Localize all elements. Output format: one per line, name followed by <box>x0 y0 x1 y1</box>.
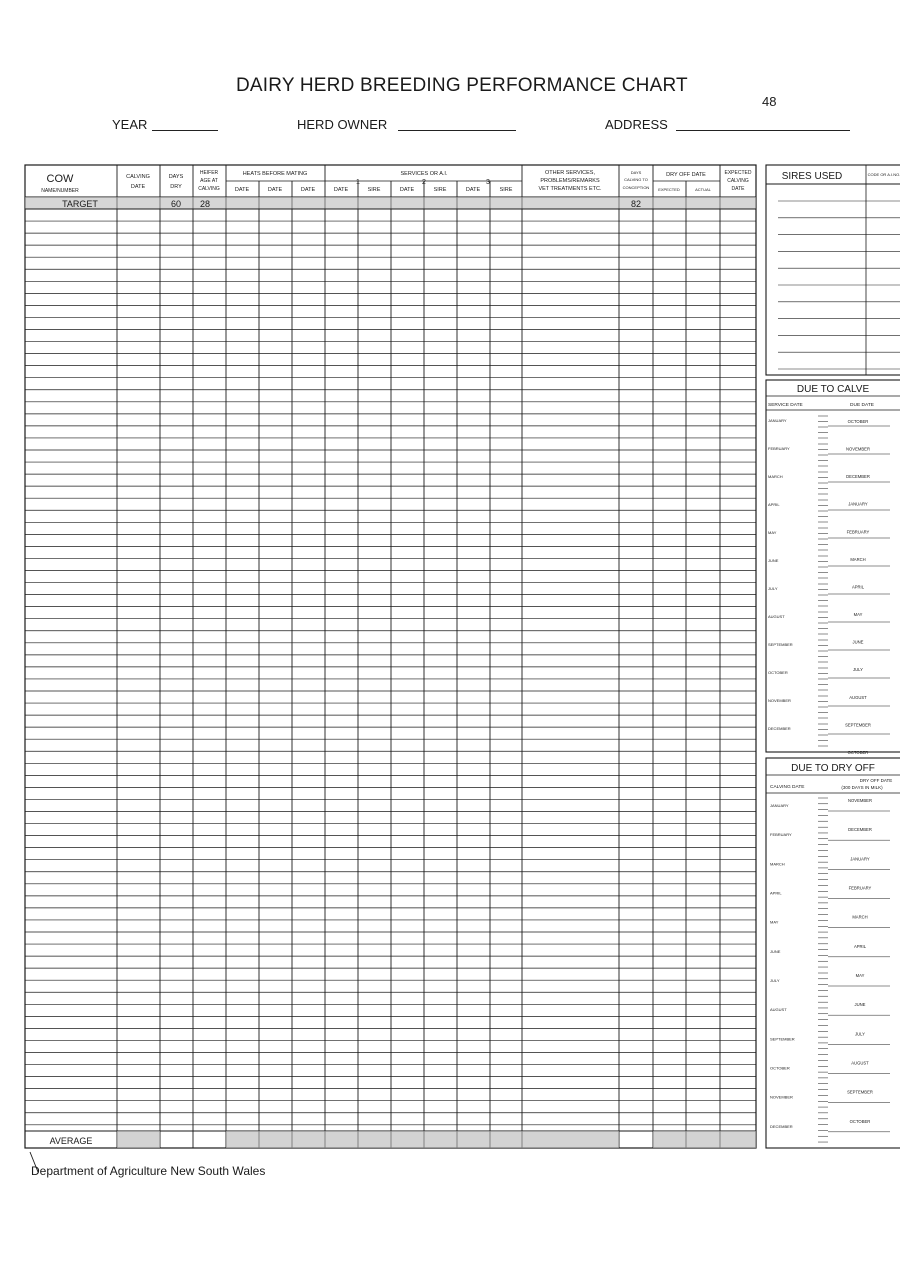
dry-target-month-label: OCTOBER <box>849 1118 871 1124</box>
col-other: VET TREATMENTS ETC. <box>538 186 602 192</box>
calve-month-label: FEBRUARY <box>768 446 790 451</box>
calve-month-label: MARCH <box>768 474 783 479</box>
dry-off-title: DUE TO DRY OFF <box>791 763 875 774</box>
target-row-shade <box>25 197 756 209</box>
due-month-label: MARCH <box>850 556 866 562</box>
dry-off-label: (300 DAYS IN MILK) <box>841 785 883 790</box>
calve-month-label: JANUARY <box>768 418 787 423</box>
calve-month-label: AUGUST <box>768 614 785 619</box>
due-date-label: DUE DATE <box>850 403 874 408</box>
herd-owner-label: HERD OWNER <box>297 117 388 132</box>
dry-target-month-label: JUNE <box>854 1002 866 1008</box>
col-days-dry: DRY <box>170 184 182 190</box>
average-shade <box>226 1131 619 1148</box>
calve-month-label: MAY <box>768 530 777 535</box>
average-shade <box>653 1131 756 1148</box>
due-month-label: JANUARY <box>848 501 868 507</box>
col-services-group: SERVICES OR A.I. <box>400 171 448 177</box>
col-days-conception: DAYS <box>630 170 642 175</box>
col-sire: SIRE <box>367 187 381 193</box>
dry-month-label: OCTOBER <box>770 1065 790 1071</box>
due-month-label: FEBRUARY <box>846 529 870 535</box>
dry-target-month-label: APRIL <box>853 943 867 949</box>
due-month-label: OCTOBER <box>847 419 869 424</box>
average-label: AVERAGE <box>49 1136 93 1146</box>
calve-month-label: NOVEMBER <box>768 698 791 703</box>
dry-target-month-label: NOVEMBER <box>848 798 872 803</box>
due-month-label: JUNE <box>852 639 864 645</box>
dry-month-label: DECEMBER <box>770 1123 793 1129</box>
service-date-label: SERVICE DATE <box>768 403 803 408</box>
col-other: OTHER SERVICES, <box>544 170 596 176</box>
dry-target-month-label: AUGUST <box>851 1060 869 1066</box>
col-date: DATE <box>267 187 283 193</box>
col-heifer: HEIFER <box>199 170 219 176</box>
dry-target-month-label: MAY <box>855 973 865 978</box>
calve-month-label: DECEMBER <box>768 726 791 731</box>
calve-month-label: OCTOBER <box>768 670 788 675</box>
due-month-label: DECEMBER <box>846 474 870 480</box>
due-to-calve-title: DUE TO CALVE <box>796 384 870 395</box>
chart-title: DAIRY HERD BREEDING PERFORMANCE CHART <box>236 75 688 96</box>
target-heifer-age: 28 <box>199 199 211 209</box>
col-other: PROBLEMS/REMARKS <box>540 178 600 184</box>
col-heifer: AGE AT <box>200 178 218 184</box>
dry-target-month-label: FEBRUARY <box>848 885 872 891</box>
col-calving: DATE <box>130 184 146 190</box>
dry-month-label: AUGUST <box>770 1007 787 1013</box>
col-sire: SIRE <box>433 187 447 193</box>
dry-target-month-label: JANUARY <box>850 856 870 862</box>
col-heifer: CALVING <box>198 186 220 192</box>
year-label: YEAR <box>112 117 148 132</box>
dry-month-label: JUNE <box>770 948 781 954</box>
due-month-label: MAY <box>853 612 863 618</box>
dry-month-label: NOVEMBER <box>770 1094 793 1100</box>
due-month-label: APRIL <box>851 584 865 590</box>
sires-title: SIRES USED <box>781 171 843 182</box>
col-date: DATE <box>300 187 316 193</box>
col-date: DATE <box>333 187 349 193</box>
col-dry-actual: ACTUAL <box>695 187 711 192</box>
dry-month-label: APRIL <box>770 890 782 896</box>
due-month-label: SEPTEMBER <box>845 722 871 728</box>
dry-off-label: DRY OFF DATE <box>859 778 893 783</box>
dry-month-label: JANUARY <box>770 803 789 808</box>
col-expected-calving: CALVING <box>727 178 749 184</box>
col-days-conception: CALVING TO <box>624 177 648 182</box>
average-shade <box>117 1131 160 1148</box>
col-dry-expected: EXPECTED <box>658 187 680 192</box>
due-month-label: OCTOBER <box>847 749 869 755</box>
col-expected-calving: DATE <box>731 186 745 192</box>
page-number: 48 <box>762 94 777 109</box>
dry-month-label: JULY <box>770 978 780 983</box>
dry-target-month-label: DECEMBER <box>848 827 872 833</box>
due-month-label: AUGUST <box>849 694 867 700</box>
col-date: DATE <box>234 187 250 193</box>
col-date: DATE <box>399 187 415 193</box>
col-days-dry: DAYS <box>168 174 184 180</box>
calving-date-label: CALVING DATE <box>770 785 805 790</box>
col-sire: SIRE <box>499 187 513 193</box>
address-label: ADDRESS <box>605 117 668 132</box>
target-label: TARGET <box>62 199 98 209</box>
dry-month-label: SEPTEMBER <box>770 1036 795 1042</box>
service-number: 1 <box>356 179 360 186</box>
col-heats-group: HEATS BEFORE MATING <box>242 171 308 177</box>
col-dry-off-group: DRY OFF DATE <box>666 172 706 178</box>
calve-month-label: JULY <box>768 586 778 591</box>
calve-month-label: SEPTEMBER <box>768 642 793 647</box>
col-date: DATE <box>465 187 481 193</box>
col-cow: COW <box>46 173 74 185</box>
table-border <box>25 165 756 1148</box>
col-days-conception: CONCEPTION <box>622 185 650 190</box>
due-month-label: NOVEMBER <box>846 446 870 452</box>
dry-target-month-label: JULY <box>855 1031 865 1037</box>
col-cow-sub: NAME/NUMBER <box>41 188 79 194</box>
sires-panel <box>766 165 900 375</box>
footer-credit: Department of Agriculture New South Wales <box>31 1164 266 1178</box>
service-number: 2 <box>422 179 426 186</box>
dry-target-month-label: MARCH <box>852 914 868 920</box>
col-expected-calving: EXPECTED <box>724 170 752 176</box>
dry-month-label: MARCH <box>770 861 785 867</box>
service-number: 3 <box>486 179 490 186</box>
dry-month-label: FEBRUARY <box>770 832 792 838</box>
calve-month-label: JUNE <box>768 558 779 563</box>
due-month-label: JULY <box>853 667 863 673</box>
col-calving: CALVING <box>126 174 150 180</box>
calve-month-label: APRIL <box>768 502 780 507</box>
dry-month-label: MAY <box>770 919 779 925</box>
due-to-dry-off-panel <box>766 758 900 1148</box>
target-days-dry: 60 <box>170 199 182 209</box>
target-days-conception: 82 <box>630 199 642 209</box>
dry-target-month-label: SEPTEMBER <box>847 1089 873 1095</box>
sires-code-label: CODE OR A.I.NO. <box>867 172 900 177</box>
